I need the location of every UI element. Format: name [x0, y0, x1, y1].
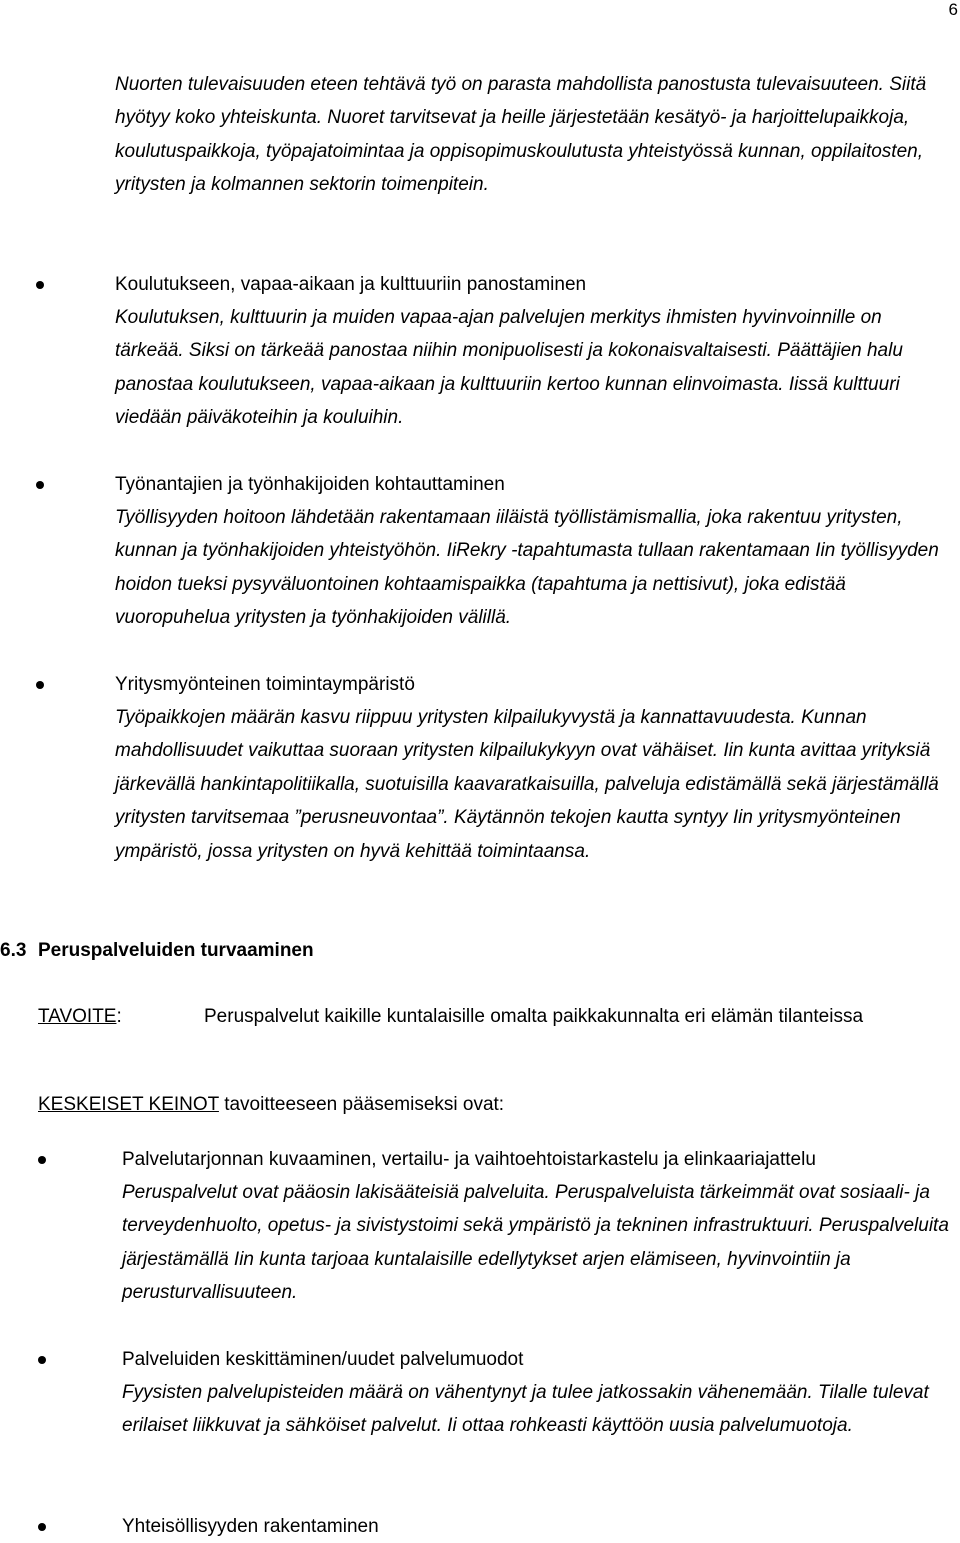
list-item-title: Työnantajien ja työnhakijoiden kohtauttaminen — [115, 474, 505, 495]
list-item-body: Peruspalvelut ovat pääosin lakisääteisiä palveluita. Peruspalveluista tärkeimmät ovat sosiaali- ja terveydenhuolto, opetus- ja sivistystoimi sekä ympäristö ja tekninen infrastruktuuri. Peruspalveluita järjestämällä Iin kunta tarjoaa kuntalaisille edellytykset arjen elämiseen, hyvinvointiin ja perusturvallisuuteen. — [122, 1182, 949, 1304]
list-item-title: Koulutukseen, vapaa-aikaan ja kulttuuriin panostaminen — [115, 274, 587, 295]
section-title: Peruspalveluiden turvaaminen — [38, 940, 314, 961]
list-item-body: Työpaikkojen määrän kasvu riippuu yritysten kilpailukyvystä ja kannattavuudesta. Kunnan mahdollisuudet vaikuttaa suoraan yritysten kilpailukykyyn ovat vähäiset. Iin kunta avittaa yrityksiä järkevällä hankintapolitiikalla, suotuisilla kaavaratkaisuilla, palveluja edistämällä sekä järjestämällä yritysten tarvitsemaa ”perusneuvontaa”. Käytännön tekojen kautta syntyy Iin yritysmyönteinen ympäristö, jossa yritysten on hyvä kehittää toimintaansa. — [115, 707, 939, 862]
goal-text: Peruspalvelut kaikille kuntalaisille omalta paikkakunnalta eri elämän tilanteissa — [204, 1006, 864, 1027]
list-item-title: Yritysmyönteinen toimintaympäristö — [115, 674, 415, 695]
list-item-body: Koulutuksen, kulttuurin ja muiden vapaa-ajan palvelujen merkitys ihmisten hyvinvoinnille on tärkeää. Siksi on tärkeää panostaa niihin monipuolisesti ja kokonaisvaltaisesti. Päättäjien halu panostaa koulutukseen, vapaa-aikaan ja kulttuuriin kertoo kunnan elinvoimasta. Iissä kulttuuri viedään päiväkoteihin ja kouluihin. — [115, 307, 903, 429]
list-item-title: Palvelutarjonnan kuvaaminen, vertailu- ja vaihtoehtoistarkastelu ja elinkaariajattelu — [122, 1149, 816, 1170]
section-number: 6.3 — [0, 940, 27, 961]
bullet-icon — [38, 1156, 46, 1164]
bullet-icon — [38, 1523, 46, 1531]
goal-label: TAVOITE: — [38, 1006, 122, 1027]
list-item-title: Yhteisöllisyyden rakentaminen — [122, 1516, 379, 1537]
list-item-body: Työllisyyden hoitoon lähdetään rakentamaan iiläistä työllistämismallia, joka rakentuu yritysten, kunnan ja työnhakijoiden yhteistyöhön. IiRekry -tapahtumasta tullaan rakentamaan Iin työllisyyden hoidon tueksi pysyväluontoinen kohtaamispaikka (tapahtuma ja nettisivut), joka edistää vuoropuhelua yritysten ja työnhakijoiden välillä. — [115, 507, 939, 629]
bullet-icon — [38, 1356, 46, 1364]
section-heading — [0, 934, 314, 967]
page-number: 6 — [948, 0, 958, 19]
means-line — [38, 1088, 504, 1121]
list-item-body: Fyysisten palvelupisteiden määrä on vähentynyt ja tulee jatkossakin vähenemään. Tilalle tulevat erilaiset liikkuvat ja sähköiset palvelut. Ii ottaa rohkeasti käyttöön uusia palvelumuotoja. — [122, 1382, 929, 1437]
list-item-title: Palveluiden keskittäminen/uudet palvelumuodot — [122, 1349, 524, 1370]
means-label: KESKEISET KEINOT — [38, 1094, 219, 1115]
intro-paragraph: Nuorten tulevaisuuden eteen tehtävä työ on parasta mahdollista panostusta tulevaisuuteen. Siitä hyötyy koko yhteiskunta. Nuoret tarvitsevat ja heille järjestetään kesätyö- ja harjoittelupaikkoja, koulutuspaikkoja, työpajatoimintaa ja oppisopimuskoulutusta yhteistyössä kunnan, oppilaitosten, yritysten ja kolmannen sektorin toimenpitein. — [115, 74, 927, 196]
bullet-icon — [36, 681, 44, 689]
bullet-icon — [36, 481, 44, 489]
means-rest: tavoitteeseen pääsemiseksi ovat: — [218, 1094, 505, 1115]
bullet-icon — [36, 281, 44, 289]
